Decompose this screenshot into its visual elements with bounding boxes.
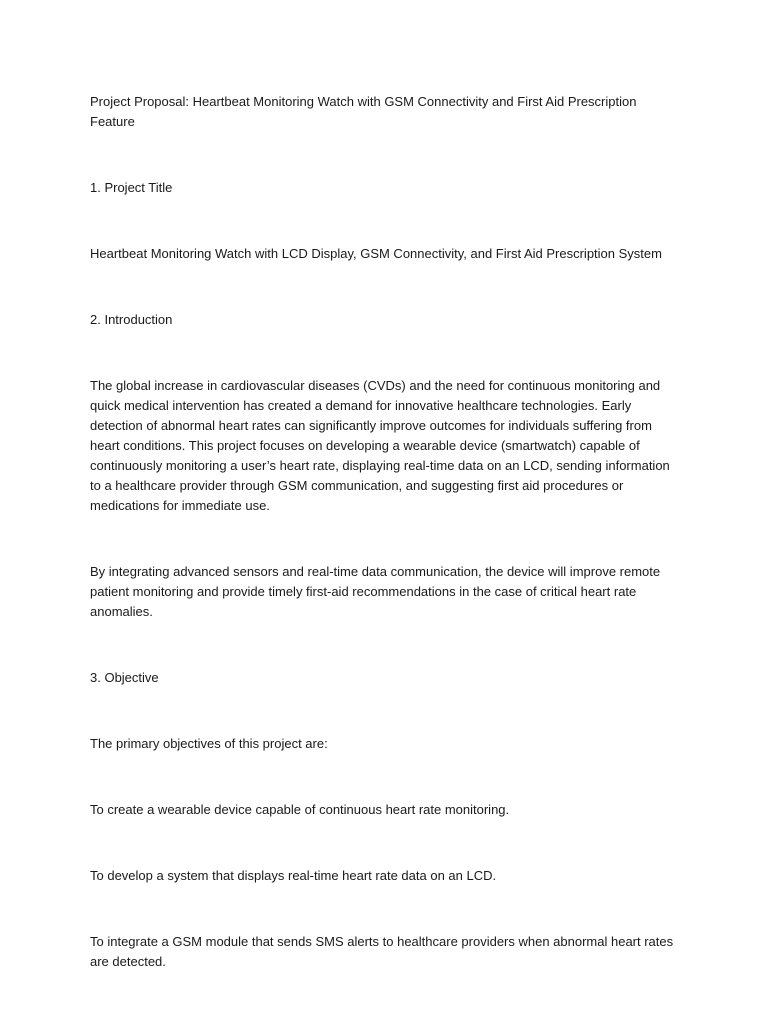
introduction-paragraph-2: By integrating advanced sensors and real-time data communication, the device will improve remote patient monitoring and provide timely first-aid recommendations in the case of critical heart rate anomalies.: [90, 564, 661, 619]
objective-item-1: To create a wearable device capable of continuous heart rate monitoring.: [90, 802, 510, 817]
objective-item-3: To integrate a GSM module that sends SMS alerts to healthcare providers when abnormal heart rates are detected.: [90, 934, 674, 969]
section-title-project-title: 1. Project Title: [90, 180, 173, 195]
objectives-intro: The primary objectives of this project are:: [90, 736, 328, 751]
project-title-text: Heartbeat Monitoring Watch with LCD Display, GSM Connectivity, and First Aid Prescription System: [90, 246, 662, 261]
section-title-introduction: 2. Introduction: [90, 312, 173, 327]
document-heading: Project Proposal: Heartbeat Monitoring Watch with GSM Connectivity and First Aid Prescription Feature: [90, 94, 637, 129]
document-page: [90, 92, 682, 972]
section-title-objective: 3. Objective: [90, 670, 159, 685]
introduction-paragraph-1: The global increase in cardiovascular diseases (CVDs) and the need for continuous monitoring and quick medical intervention has created a demand for innovative healthcare technologies. Early detection of abnormal heart rates can significantly improve outcomes for individuals suffering from heart conditions. This project focuses on developing a wearable device (smartwatch) capable of continuously monitoring a user’s heart rate, displaying real-time data on an LCD, sending information to a healthcare provider through GSM communication, and suggesting first aid procedures or medications for immediate use.: [90, 378, 670, 513]
objective-item-2: To develop a system that displays real-time heart rate data on an LCD.: [90, 868, 497, 883]
